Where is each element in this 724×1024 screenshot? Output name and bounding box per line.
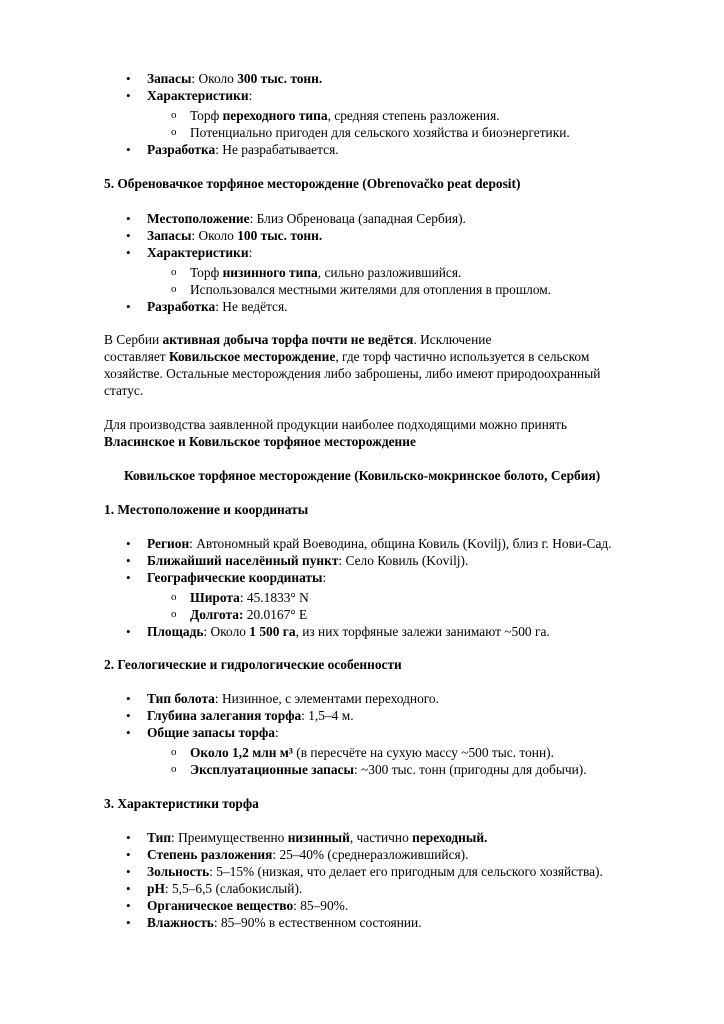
bold-text: Органическое вещество: [147, 898, 294, 913]
text: В Сербии: [104, 332, 163, 347]
paragraph-line: [104, 795, 259, 812]
text: Потенциально пригоден для сельского хозяйства и биоэнергетики.: [190, 125, 570, 140]
bold-text: низинного типа: [222, 265, 318, 280]
bullet-item: [147, 70, 322, 87]
text: : Около: [191, 71, 238, 86]
bold-text: Широта: [190, 590, 240, 605]
text: : ~300 тыс. тонн (пригодны для добычи).: [353, 762, 587, 777]
bullet-item: [147, 87, 252, 104]
text: : 85–90%.: [293, 898, 349, 913]
bold-text: Ковильское торфяное месторождение (Ковильско-мокринское болото, Сербия): [124, 468, 601, 483]
sub-bullet-item: [190, 107, 500, 124]
bold-text: Запасы: [147, 71, 192, 86]
bullet-item: [147, 298, 288, 315]
paragraph-line: [104, 348, 589, 365]
bullet-item: [147, 227, 322, 244]
bullet-item: [147, 829, 487, 846]
text: : Преимущественно: [171, 830, 288, 845]
bold-text: Ковильское месторождение: [169, 349, 336, 364]
text: составляет: [104, 349, 170, 364]
bold-text: 1. Местоположение и координаты: [104, 502, 309, 517]
bold-text: Зольность: [147, 864, 210, 879]
bold-text: 100 тыс. тонн.: [237, 228, 323, 243]
text: Использовался местными жителями для отопления в прошлом.: [190, 282, 552, 297]
text: Для производства заявленной продукции наиболее подходящими можно принять: [104, 417, 568, 432]
bold-text: Тип болота: [147, 691, 215, 706]
bold-text: 5. Обреновачкое торфяное месторождение (Obrenovačko peat deposit): [104, 176, 521, 191]
bold-text: Власинское и Ковильское торфяное месторождение: [104, 434, 416, 449]
text: (в пересчёте на сухую массу ~500 тыс. тонн).: [292, 745, 554, 760]
sub-bullet-item: [190, 264, 461, 281]
bold-text: низинный: [287, 830, 350, 845]
bold-text: Влажность: [147, 915, 214, 930]
bold-text: 3. Характеристики торфа: [104, 796, 259, 811]
bullet-item: [147, 846, 468, 863]
bold-text: Общие запасы торфа: [147, 725, 275, 740]
bold-text: Разработка: [147, 299, 216, 314]
bullet-item: [147, 690, 439, 707]
sub-bullet-item: [190, 589, 309, 606]
text: :: [248, 88, 253, 103]
paragraph-line: [104, 331, 491, 348]
text: хозяйстве. Остальные месторождения либо заброшены, либо имеют природоохранный: [104, 366, 601, 381]
text: : 1,5–4 м.: [301, 708, 354, 723]
bold-text: Местоположение: [147, 211, 250, 226]
bullet-item: [147, 552, 468, 569]
text: Торф: [190, 265, 223, 280]
text: статус.: [104, 383, 144, 398]
bullet-item: [147, 914, 422, 931]
text: : Низинное, с элементами переходного.: [214, 691, 439, 706]
bold-text: переходного типа: [222, 108, 328, 123]
bold-text: Глубина залегания торфа: [147, 708, 302, 723]
text: : Близ Обреноваца (западная Сербия).: [249, 211, 466, 226]
bold-text: Разработка: [147, 142, 216, 157]
text: , частично: [349, 830, 413, 845]
text: : 85–90% в естественном состоянии.: [213, 915, 422, 930]
bold-text: Географические координаты: [147, 570, 323, 585]
text: :: [274, 725, 279, 740]
text: : Около: [191, 228, 238, 243]
text: : Автономный край Воеводина, община Ковиль (Kovilj), близ г. Нови-Сад.: [189, 536, 612, 551]
paragraph-line: [104, 175, 520, 192]
bullet-item: [147, 141, 339, 158]
text: : Около: [203, 624, 250, 639]
bullet-item: [147, 210, 466, 227]
paragraph-line: [104, 365, 600, 382]
sub-bullet-item: [190, 281, 551, 298]
bold-text: 2. Геологические и гидрологические особенности: [104, 657, 402, 672]
bold-text: pH: [147, 881, 165, 896]
bold-text: Регион: [147, 536, 190, 551]
text: . Исключение: [413, 332, 492, 347]
text: :: [248, 245, 253, 260]
bold-text: Ближайший населённый пункт: [147, 553, 339, 568]
text: 20.0167° E: [243, 607, 308, 622]
bold-text: Характеристики: [147, 245, 249, 260]
paragraph-line: [104, 433, 416, 450]
sub-bullet-item: [190, 124, 570, 141]
bullet-item: [147, 244, 252, 261]
bullet-item: [147, 707, 354, 724]
text: : Не ведётся.: [215, 299, 288, 314]
bold-text: переходный.: [412, 830, 488, 845]
sub-bullet-item: [190, 761, 587, 778]
bullet-item: [147, 623, 550, 640]
bold-text: Долгота:: [190, 607, 244, 622]
bold-text: Степень разложения: [147, 847, 273, 862]
bold-text: Около 1,2 млн м³: [190, 745, 293, 760]
text: :: [322, 570, 327, 585]
bullet-item: [147, 880, 302, 897]
paragraph-line: [104, 656, 402, 673]
bullet-item: [147, 897, 348, 914]
text: , сильно разложившийся.: [317, 265, 462, 280]
paragraph-line: [104, 382, 143, 399]
section-title: [124, 467, 600, 484]
bold-text: 1 500 га: [249, 624, 296, 639]
text: Торф: [190, 108, 223, 123]
bullet-item: [147, 569, 326, 586]
bold-text: Тип: [147, 830, 172, 845]
bold-text: 300 тыс. тонн.: [237, 71, 323, 86]
paragraph-line: [104, 416, 567, 433]
text: , где торф частично используется в сельском: [335, 349, 590, 364]
sub-bullet-item: [190, 744, 554, 761]
sub-bullet-item: [190, 606, 307, 623]
paragraph-line: [104, 501, 308, 518]
bullet-item: [147, 724, 279, 741]
text: : Не разрабатывается.: [215, 142, 339, 157]
bold-text: Характеристики: [147, 88, 249, 103]
bold-text: Площадь: [147, 624, 204, 639]
bullet-item: [147, 535, 612, 552]
text: : 45.1833° N: [239, 590, 309, 605]
text: : 5,5–6,5 (слабокислый).: [164, 881, 303, 896]
bullet-item: [147, 863, 603, 880]
text: , средняя степень разложения.: [327, 108, 500, 123]
text: : 5–15% (низкая, что делает его пригодным для сельского хозяйства).: [209, 864, 603, 879]
text: : Село Ковиль (Kovilj).: [338, 553, 469, 568]
text: : 25–40% (среднеразложившийся).: [272, 847, 469, 862]
text: , из них торфяные залежи занимают ~500 га.: [295, 624, 550, 639]
bold-text: Запасы: [147, 228, 192, 243]
bold-text: Эксплуатационные запасы: [190, 762, 354, 777]
bold-text: активная добыча торфа почти не ведётся: [162, 332, 414, 347]
